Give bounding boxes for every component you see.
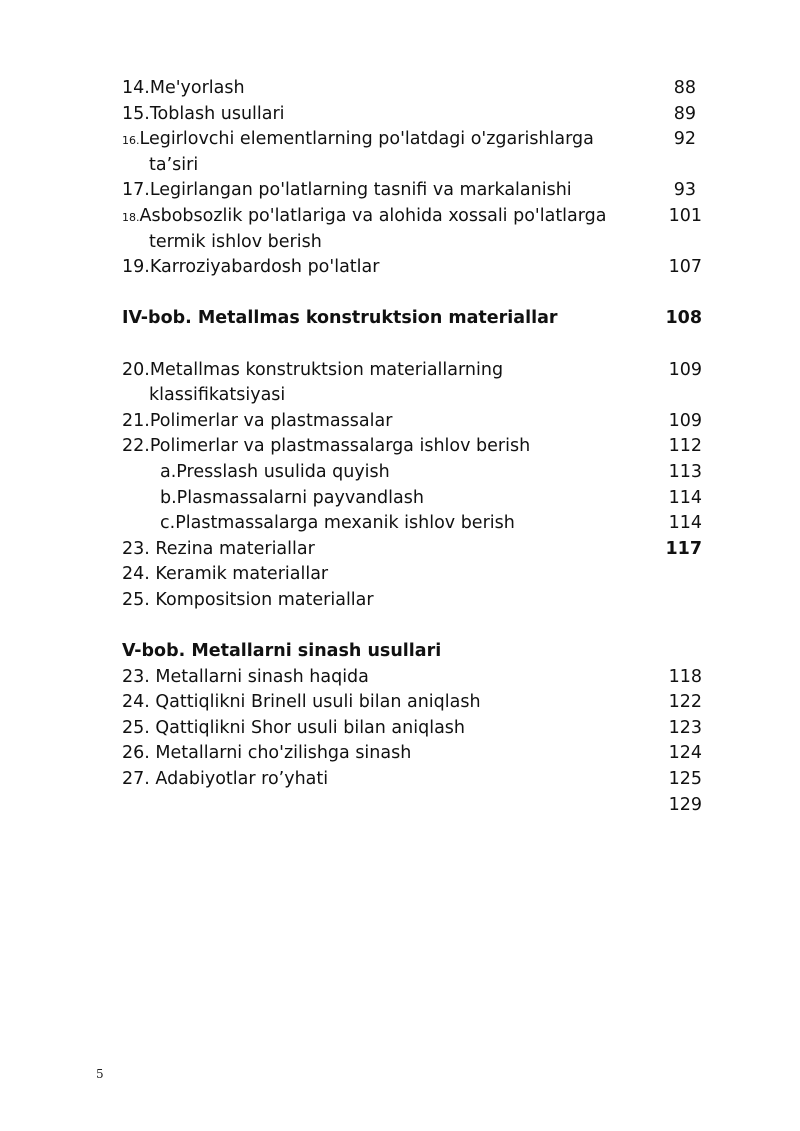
toc-title: Karroziyabardosh po'latlar — [149, 257, 380, 278]
toc-page: 123 — [668, 717, 702, 738]
toc-number: 17. — [122, 180, 150, 201]
toc-row — [122, 690, 702, 716]
toc-title: Metallarni sinash haqida — [155, 666, 369, 687]
toc-row — [122, 358, 702, 409]
toc-title: Qattiqlikni Shor usuli bilan aniqlash — [155, 717, 466, 738]
toc-title: Toblash usullari — [149, 103, 285, 124]
toc-page: 129 — [668, 794, 702, 815]
toc-title: Presslash usulida quyish — [176, 461, 390, 482]
toc-row — [122, 665, 702, 691]
toc-title-continued: klassifikatsiyasi — [149, 385, 286, 406]
toc-title: Polimerlar va plastmassalar — [149, 410, 393, 431]
toc-page: 114 — [668, 513, 702, 534]
toc-number: a. — [160, 461, 177, 482]
toc-title: Polimerlar va plastmassalarga ishlov berish — [149, 436, 531, 457]
toc-number: 19. — [122, 257, 150, 278]
toc-row — [122, 537, 702, 563]
toc-page: 101 — [668, 205, 702, 226]
toc-page: 114 — [668, 487, 702, 508]
toc-page: 93 — [673, 180, 696, 201]
toc-number: 27. — [122, 769, 156, 790]
toc-page: 108 — [665, 308, 702, 329]
toc-row — [122, 204, 702, 255]
chapter-title: IV-bob. Metallmas konstruktsion materiallar — [122, 308, 558, 329]
toc-title: Adabiyotlar ro’yhati — [155, 769, 329, 790]
toc-number: c. — [160, 513, 176, 534]
toc-number: 25. — [122, 589, 156, 610]
toc-row — [122, 793, 702, 819]
toc-row — [122, 562, 702, 588]
toc-page: 117 — [665, 538, 702, 559]
toc-row — [122, 76, 702, 102]
toc-number: 24. — [122, 692, 156, 713]
toc-row — [122, 409, 702, 435]
toc-number: 23. — [122, 538, 156, 559]
toc-title: Keramik materiallar — [155, 564, 329, 585]
toc-page: 122 — [668, 692, 702, 713]
toc-number: 18. — [122, 210, 140, 224]
toc-row — [122, 255, 702, 281]
toc-page: 109 — [668, 410, 702, 431]
toc-page: 113 — [668, 461, 702, 482]
toc-number: b. — [160, 487, 177, 508]
table-of-contents — [122, 76, 702, 818]
toc-number: 22. — [122, 436, 150, 457]
toc-title: Asbobsozlik po'latlariga va alohida xossali po'latlarga — [139, 205, 607, 226]
toc-title: Legirlovchi elementlarning po'latdagi o'zgarishlarga — [139, 129, 594, 150]
toc-title: Me'yorlash — [149, 78, 245, 98]
toc-number: 16. — [122, 134, 140, 148]
toc-title: Plastmassalarga mexanik ishlov berish — [175, 513, 515, 534]
toc-title-continued: termik ishlov berish — [149, 231, 322, 252]
toc-number: 25. — [122, 717, 156, 738]
toc-title-continued: ta’siri — [149, 154, 199, 175]
toc-number: 23. — [122, 666, 156, 687]
toc-page: 124 — [668, 743, 702, 764]
toc-title: Legirlangan po'latlarning tasnifi va markalanishi — [149, 180, 572, 201]
toc-page: 118 — [668, 666, 702, 687]
toc-title: Kompositsion materiallar — [155, 589, 374, 610]
chapter-heading — [122, 306, 702, 332]
toc-number: 21. — [122, 410, 150, 431]
toc-row — [122, 434, 702, 460]
toc-page: 92 — [673, 129, 696, 150]
toc-page: 125 — [668, 769, 702, 790]
toc-title: Metallmas konstruktsion materiallarning — [149, 359, 504, 380]
toc-row — [122, 102, 702, 128]
toc-subrow — [122, 460, 702, 486]
toc-title: Plasmassalarni payvandlash — [176, 487, 424, 508]
toc-page: 88 — [673, 78, 696, 98]
toc-row — [122, 741, 702, 767]
toc-page: 107 — [668, 257, 702, 278]
toc-number: 24. — [122, 564, 156, 585]
toc-number: 20. — [122, 359, 150, 380]
toc-subrow — [122, 511, 702, 537]
chapter-title: V-bob. Metallarni sinash usullari — [122, 641, 442, 662]
toc-title: Rezina materiallar — [155, 538, 315, 559]
toc-row — [122, 127, 702, 178]
toc-row — [122, 767, 702, 793]
toc-page: 89 — [673, 103, 696, 124]
chapter-heading — [122, 639, 702, 665]
toc-row — [122, 588, 702, 614]
toc-page: 109 — [668, 359, 702, 380]
toc-number: 14. — [122, 78, 150, 98]
toc-title: Qattiqlikni Brinell usuli bilan aniqlash — [155, 692, 481, 713]
toc-row — [122, 716, 702, 742]
toc-title: Metallarni cho'zilishga sinash — [155, 743, 412, 764]
toc-number: 15. — [122, 103, 150, 124]
toc-page: 112 — [668, 436, 702, 457]
toc-row — [122, 178, 702, 204]
toc-number: 26. — [122, 743, 156, 764]
page-number: 5 — [96, 1067, 104, 1081]
toc-subrow — [122, 486, 702, 512]
